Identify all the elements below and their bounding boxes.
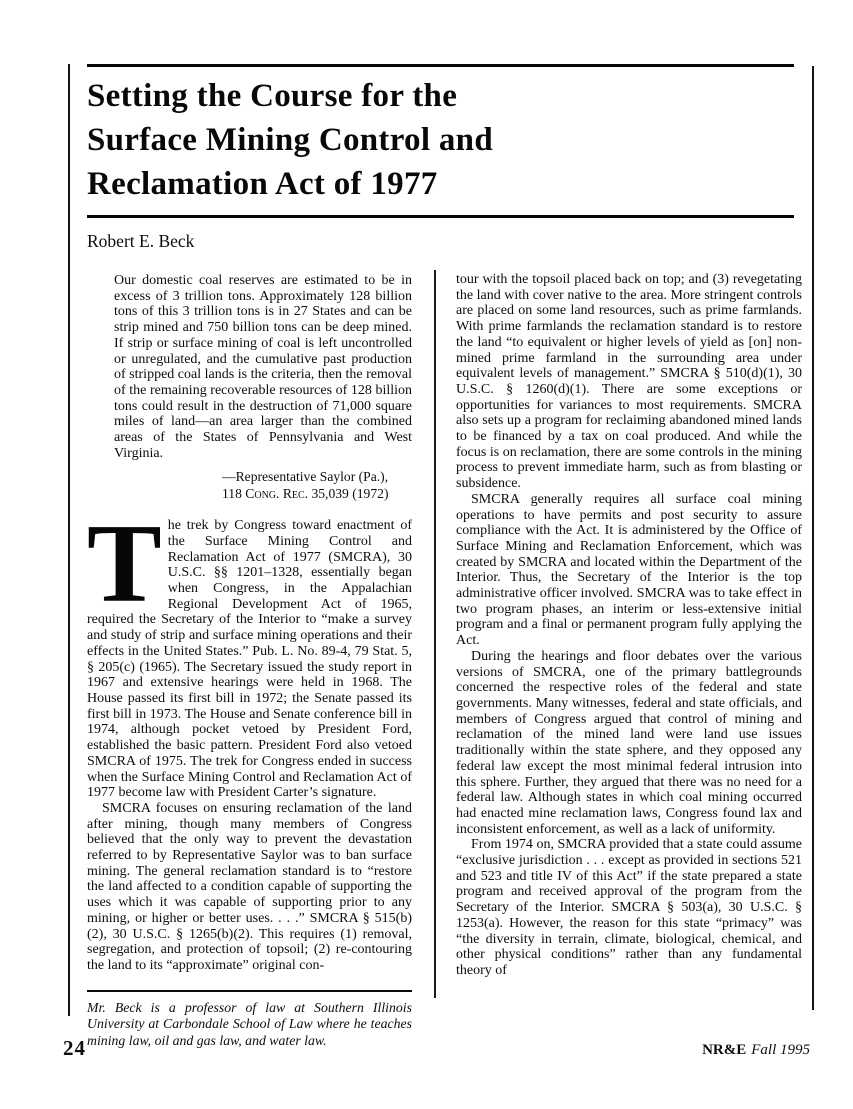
body-paragraph: tour with the topsoil placed back on top; and (3) revegetating the land with cover native to the area. More stringent controls are placed on some land resources, such as prime farmlands. With prime farmlands the reclamation standard is to restore the land “to equivalent or higher levels of yield as [on] non-mined prime farmland in the surrounding area under equivalent levels of management.” SMCRA § 510(d)(1), 30 U.S.C. § 1260(d)(1). There are some exceptions or opportunities for variances to most requirements. SMCRA also sets up a program for reclaiming abandoned mined lands to be financed by a tax on coal produced. And while the focus is on reclamation, there are some controls in the mining process to prevent immediate harm, such as from blasting or subsidence. — [456, 272, 802, 492]
epigraph-text: Our domestic coal reserves are estimated to be in excess of 3 trillion tons. Approximately 128 billion tons of this 3 trillion tons is in 27 States and can be strip mined and 750 billion tons can be deep mined. If strip or surface mining of coal is left uncontrolled or unregulated, and the cumulative past production of stripped coal lands is the criteria, then the removal of the remaining recoverable resources of 128 billion tons could result in the destruction of 71,000 square miles of land—an area larger than the combined areas of the States of Pennsylvania and West Virginia. — [114, 273, 412, 461]
author-footnote — [87, 990, 412, 1050]
opening-paragraph — [87, 502, 412, 801]
title-line-3: Reclamation Act of 1977 — [87, 166, 438, 202]
footnote-text: Mr. Beck is a professor of law at Southern Illinois University at Carbondale School of Law where he teaches mining law, oil and gas law, and water law. — [87, 999, 412, 1048]
column-divider-rule — [434, 270, 436, 998]
attribution-name: —Representative Saylor (Pa.), — [222, 469, 389, 485]
title-line-2: Surface Mining Control and — [87, 122, 493, 158]
footnote-rule — [87, 990, 412, 992]
drop-cap-letter: T — [87, 502, 162, 627]
journal-footer — [702, 1042, 810, 1059]
body-paragraph: SMCRA focuses on ensuring reclamation of the land after mining, though many members of Congress believed that the only way to prevent the devastation referred to by Representative Saylor was to ban surface mining. The general reclamation standard is to “restore the land affected to a condition capable of supporting the uses which it was capable of supporting prior to any mining, or higher or better uses. . . .” SMCRA § 515(b)(2), 30 U.S.C. § 1265(b)(2). This requires (1) removal, segregation, and protection of topsoil; (2) re-contouring the land to its “approximate” original con- — [87, 800, 412, 973]
attribution-citation: 118 Cong. Rec. 35,039 (1972) — [222, 485, 389, 501]
body-paragraph: From 1974 on, SMCRA provided that a state could assume “exclusive jurisdiction . . . except as provided in sections 521 and 523 and title IV of this Act” if the state prepared a state program and received approval of the program from the Secretary of the Interior. SMCRA § 503(a), 30 U.S.C. § 1253(a). However, the reason for this state “primacy” was “the diversity in terrain, climate, biological, chemical, and other physical conditions” rather than any fundamental theory of — [456, 837, 802, 978]
epigraph-attribution — [222, 469, 412, 502]
page-number: 24 — [63, 1036, 86, 1060]
article-header — [87, 64, 794, 252]
right-column — [456, 272, 802, 979]
opening-paragraph-text: he trek by Congress toward enactment of the Surface Mining Control and Reclamation Act of 1977 (SMCRA), 30 U.S.C. §§ 1201–1328, essentially began when Congress, in the Appalachian Regional Development Act of 1965, required the Secretary of the Interior to “make a survey and study of strip and surface mining operations and their effects in the United States.” Pub. L. No. 89-4, 79 Stat. 5, § 205(c) (1965). The Secretary issued the study report in 1967 and extensive hearings were held in 1968. The House passed its first bill in 1972; the Senate passed its first bill in 1973. The House and Senate conference bill in 1974, although pocket vetoed by President Ford, established the basic pattern. President Ford also vetoed SMCRA of 1975. The trek for Congress ended in success when the Surface Mining Control and Reclamation Act of 1977 become law with President Carter’s signature. — [87, 518, 412, 801]
body-paragraph: During the hearings and floor debates over the various versions of SMCRA, one of the primary battlegrounds concerned the respective roles of the federal and state governments. Many witnesses, federal and state officials, and members of Congress argued that control of mining and reclamation of the mined land were land use issues traditionally within the state sphere, and they opposed any federal law except the most minimal federal intrusion into this sphere. Further, they argued that there was no need for a federal law. Although states in which coal mining occurred had enacted mine reclamation laws, Congress found lax and inconsistent enforcement, as well as a lack of uniformity. — [456, 648, 802, 837]
header-top-rule — [87, 64, 794, 67]
left-column — [87, 272, 412, 1049]
journal-name: NR&E — [702, 1042, 747, 1058]
title-line-1: Setting the Course for the — [87, 78, 458, 114]
right-border-rule — [812, 66, 814, 1010]
body-paragraph: SMCRA generally requires all surface coal mining operations to have permits and post security to assure compliance with the Act. It is administered by the Office of Surface Mining and Reclamation Enforcement, which was created by SMCRA and located within the Department of the Interior. Thus, the Secretary of the Interior is the top administrative officer involved. SMCRA was to take effect in two program phases, an interim or less-extensive initial program and a final or permanent program fully applying the Act. — [456, 491, 802, 649]
left-border-rule — [68, 64, 70, 1016]
header-bottom-rule — [87, 215, 794, 218]
journal-issue: Fall 1995 — [751, 1042, 810, 1058]
article-title — [87, 74, 794, 206]
author-name: Robert E. Beck — [87, 231, 195, 251]
epigraph-quote — [114, 273, 412, 502]
